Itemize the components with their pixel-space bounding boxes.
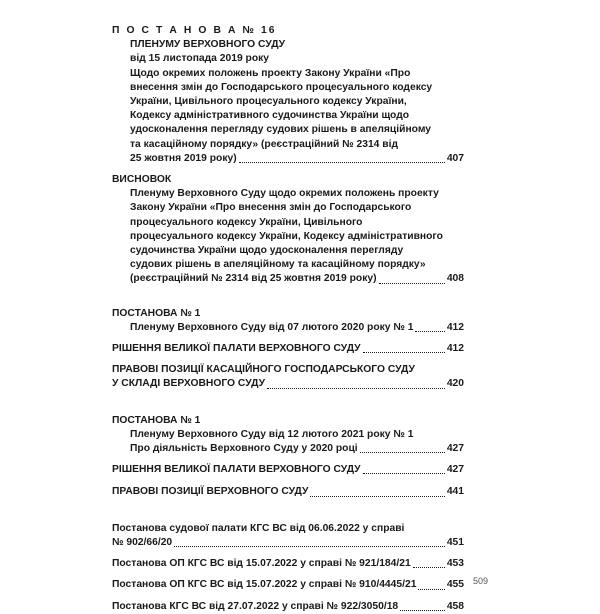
toc-entry-pravovi-2 [112,485,464,499]
entry-body-line: та касаційному порядку» (реєстраційний № 2314 від [130,138,398,150]
leader-dots [400,610,445,611]
entry-last-line [112,321,464,335]
page-ref: 412 [446,343,464,355]
entry-title: ПРАВОВІ ПОЗИЦІЇ ВЕРХОВНОГО СУДУ [112,486,309,498]
leader-dots [363,473,445,474]
page-ref: 407 [446,152,464,164]
page-ref: 453 [446,558,464,570]
page-ref: 420 [446,378,464,390]
leader-dots [413,567,445,568]
page-ref: 412 [446,321,464,333]
leader-dots [174,546,445,547]
page-ref: 427 [446,464,464,476]
entry-body-line: Пленуму Верховного Суду щодо окремих положень проекту [130,188,439,200]
toc-entry-case [112,600,464,614]
toc-entry-case [112,578,464,592]
entry-subtitle: ПЛЕНУМУ ВЕРХОВНОГО СУДУ [130,39,286,51]
entry-body-line: Пленуму Верховного Суду від 07 лютого 2020 року № 1 [130,321,414,333]
leader-dots [379,283,445,284]
page-ref: 427 [446,443,464,455]
entry-title: Постанова судової палати КГС ВС від 06.06.2022 у справі [112,522,405,534]
page-ref: 441 [446,486,464,498]
entry-title: Постанова КГС ВС від 27.07.2022 у справі № 922/3050/18 [112,600,399,612]
entry-title: ПОСТАНОВА № 1 [112,414,201,426]
entry-title: ПРАВОВІ ПОЗИЦІЇ КАСАЦІЙНОГО ГОСПОДАРСЬКОГО СУДУ [112,364,415,376]
table-of-contents [112,24,464,614]
page-ref: 455 [446,579,464,591]
entry-body-line: процесуального кодексу України, Кодексу адміністративного [130,230,443,242]
entry-body-line: 25 жовтня 2019 року) [130,152,237,164]
toc-entry-postanova-16 [112,24,464,166]
entry-last-line [112,272,464,286]
page-ref: 451 [446,536,464,548]
leader-dots [310,496,444,497]
entry-last-line [112,442,464,456]
entry-body-line: процесуального кодексу України, Цивільного [130,216,363,228]
entry-body-line: України, Цивільного процесуального кодексу України, [130,96,407,108]
entry-last-line [112,377,464,391]
entry-title: РІШЕННЯ ВЕЛИКОЇ ПАЛАТИ ВЕРХОВНОГО СУДУ [112,464,361,476]
toc-entry-rishennia-2 [112,463,464,477]
page-ref: 458 [446,600,464,612]
entry-title-line: № 902/66/20 [112,536,173,548]
entry-title: ВИСНОВОК [112,174,172,186]
entry-title: РІШЕННЯ ВЕЛИКОЇ ПАЛАТИ ВЕРХОВНОГО СУДУ [112,343,361,355]
page-number: 509 [473,576,489,586]
toc-entry-vysnovok [112,173,464,287]
entry-title: Постанова ОП КГС ВС від 15.07.2022 у справі № 921/184/21 [112,558,411,570]
toc-entry-postanova-1-2021 [112,414,464,457]
entry-body-line: Кодексу адміністративного судочинства України щодо [130,110,410,122]
entry-title: Постанова ОП КГС ВС від 15.07.2022 у справі № 910/4445/21 [112,579,417,591]
entry-body-line: судочинства України щодо удосконалення перегляду [130,245,404,257]
entry-body-line: (реєстраційний № 2314 від 25 жовтня 2019 року) [130,273,377,285]
toc-entry-postanova-1-2020 [112,307,464,335]
leader-dots [418,589,444,590]
entry-last-line [112,152,464,166]
entry-body-line: Про діяльність Верховного Суду у 2020 році [130,443,358,455]
leader-dots [363,352,445,353]
toc-entry-pravovi-1 [112,363,464,391]
leader-dots [267,388,445,389]
entry-title: П О С Т А Н О В А № 16 [112,25,277,36]
entry-body-line: Закону України «Про внесення змін до Господарського [130,202,412,214]
entry-title: ПОСТАНОВА № 1 [112,307,201,319]
entry-body-line: Щодо окремих положень проекту Закону України «Про [130,67,411,79]
entry-body-line: Пленуму Верховного Суду від 12 лютого 2021 року № 1 [130,428,414,440]
leader-dots [415,331,444,332]
entry-last-line [112,536,464,550]
toc-entry-case [112,557,464,571]
entry-date: від 15 листопада 2019 року [130,53,269,65]
entry-body-line: удосконалення перегляду судових рішень в апеляційному [130,124,432,136]
leader-dots [239,162,445,163]
leader-dots [360,452,445,453]
page-ref: 408 [446,273,464,285]
toc-entry-rishennia-1 [112,342,464,356]
toc-entry-case [112,522,464,550]
entry-title-line: У СКЛАДІ ВЕРХОВНОГО СУДУ [112,378,265,390]
entry-body-line: внесення змін до Господарського процесуального кодексу [130,81,433,93]
entry-body-line: судових рішень в апеляційному та касаційному порядку» [130,259,426,271]
